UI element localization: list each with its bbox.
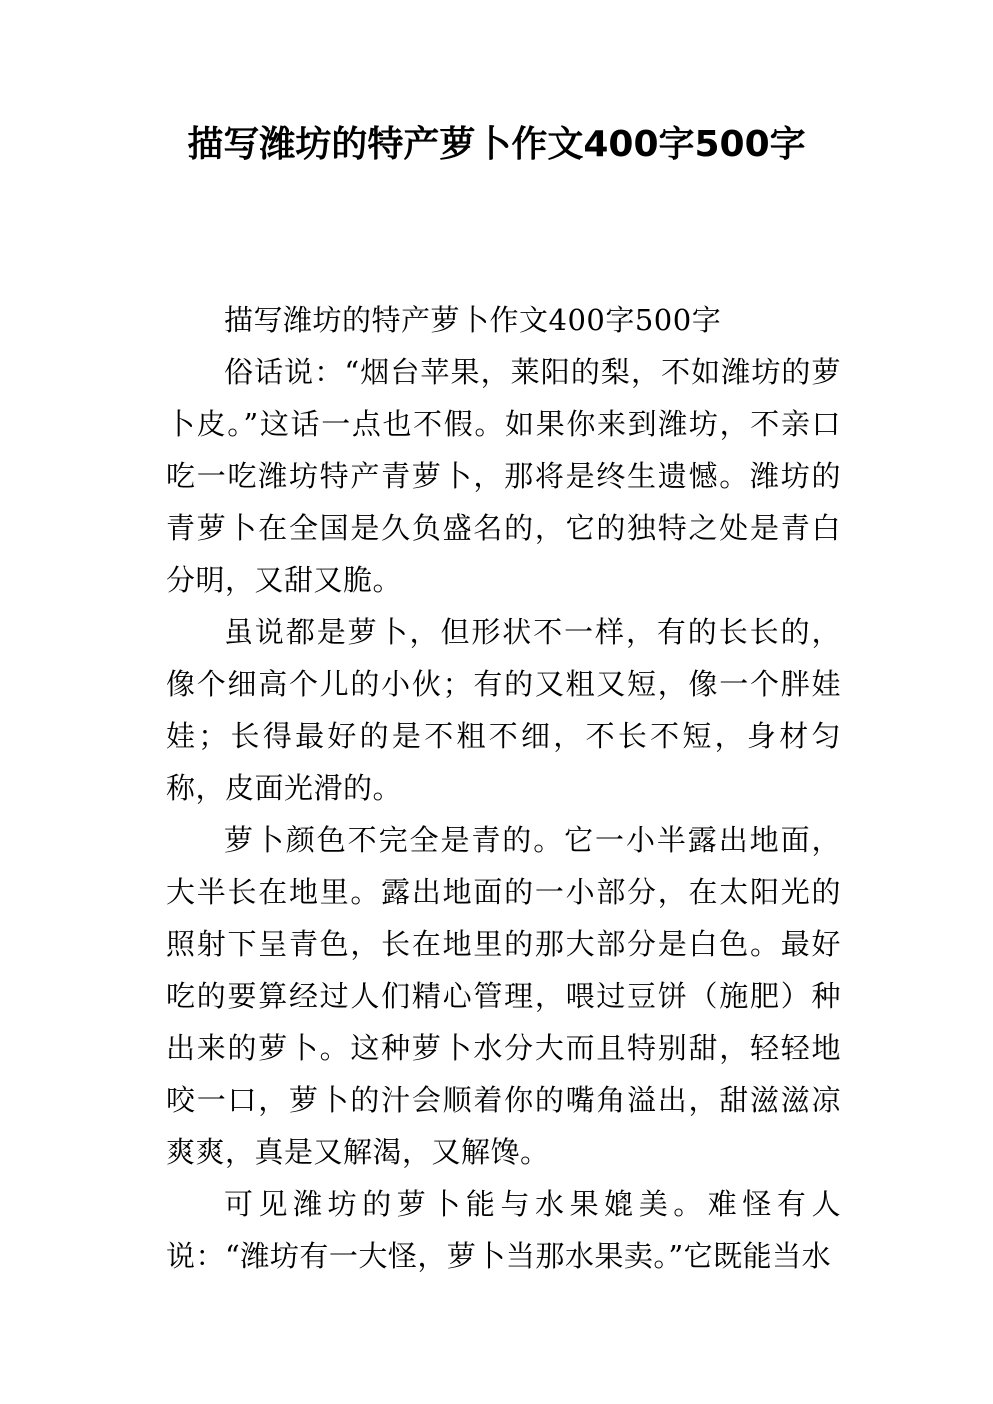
paragraph-subtitle: 描写潍坊的特产萝卜作文400字500字 <box>224 303 722 337</box>
paragraph-shape: 虽说都是萝卜，但形状不一样，有的长长的，像个细高个儿的小伙；有的又粗又短，像一个胖娃娃；长得最好的是不粗不细，不长不短，身材匀称，皮面光滑的。 <box>166 615 841 805</box>
paragraph-intro: 俗话说：“烟台苹果，莱阳的梨，不如潍坊的萝卜皮。”这话一点也不假。如果你来到潍坊，不亲口吃一吃潍坊特产青萝卜，那将是终生遗憾。潍坊的青萝卜在全国是久负盛名的，它的独特之处是青白分明，又甜又脆。 <box>166 355 841 597</box>
document-body <box>166 294 841 1282</box>
document-title: 描写潍坊的特产萝卜作文400字500字 <box>187 124 806 165</box>
paragraph-fruit: 可见潍坊的萝卜能与水果媲美。难怪有人说：“潍坊有一大怪，萝卜当那水果卖。”它既能当水 <box>166 1187 841 1273</box>
paragraph-color: 萝卜颜色不完全是青的。它一小半露出地面，大半长在地里。露出地面的一小部分，在太阳光的照射下呈青色，长在地里的那大部分是白色。最好吃的要算经过人们精心管理，喂过豆饼（施肥）种出来的萝卜。这种萝卜水分大而且特别甜，轻轻地咬一口，萝卜的汁会顺着你的嘴角溢出，甜滋滋凉爽爽，真是又解渴，又解馋。 <box>166 823 841 1169</box>
